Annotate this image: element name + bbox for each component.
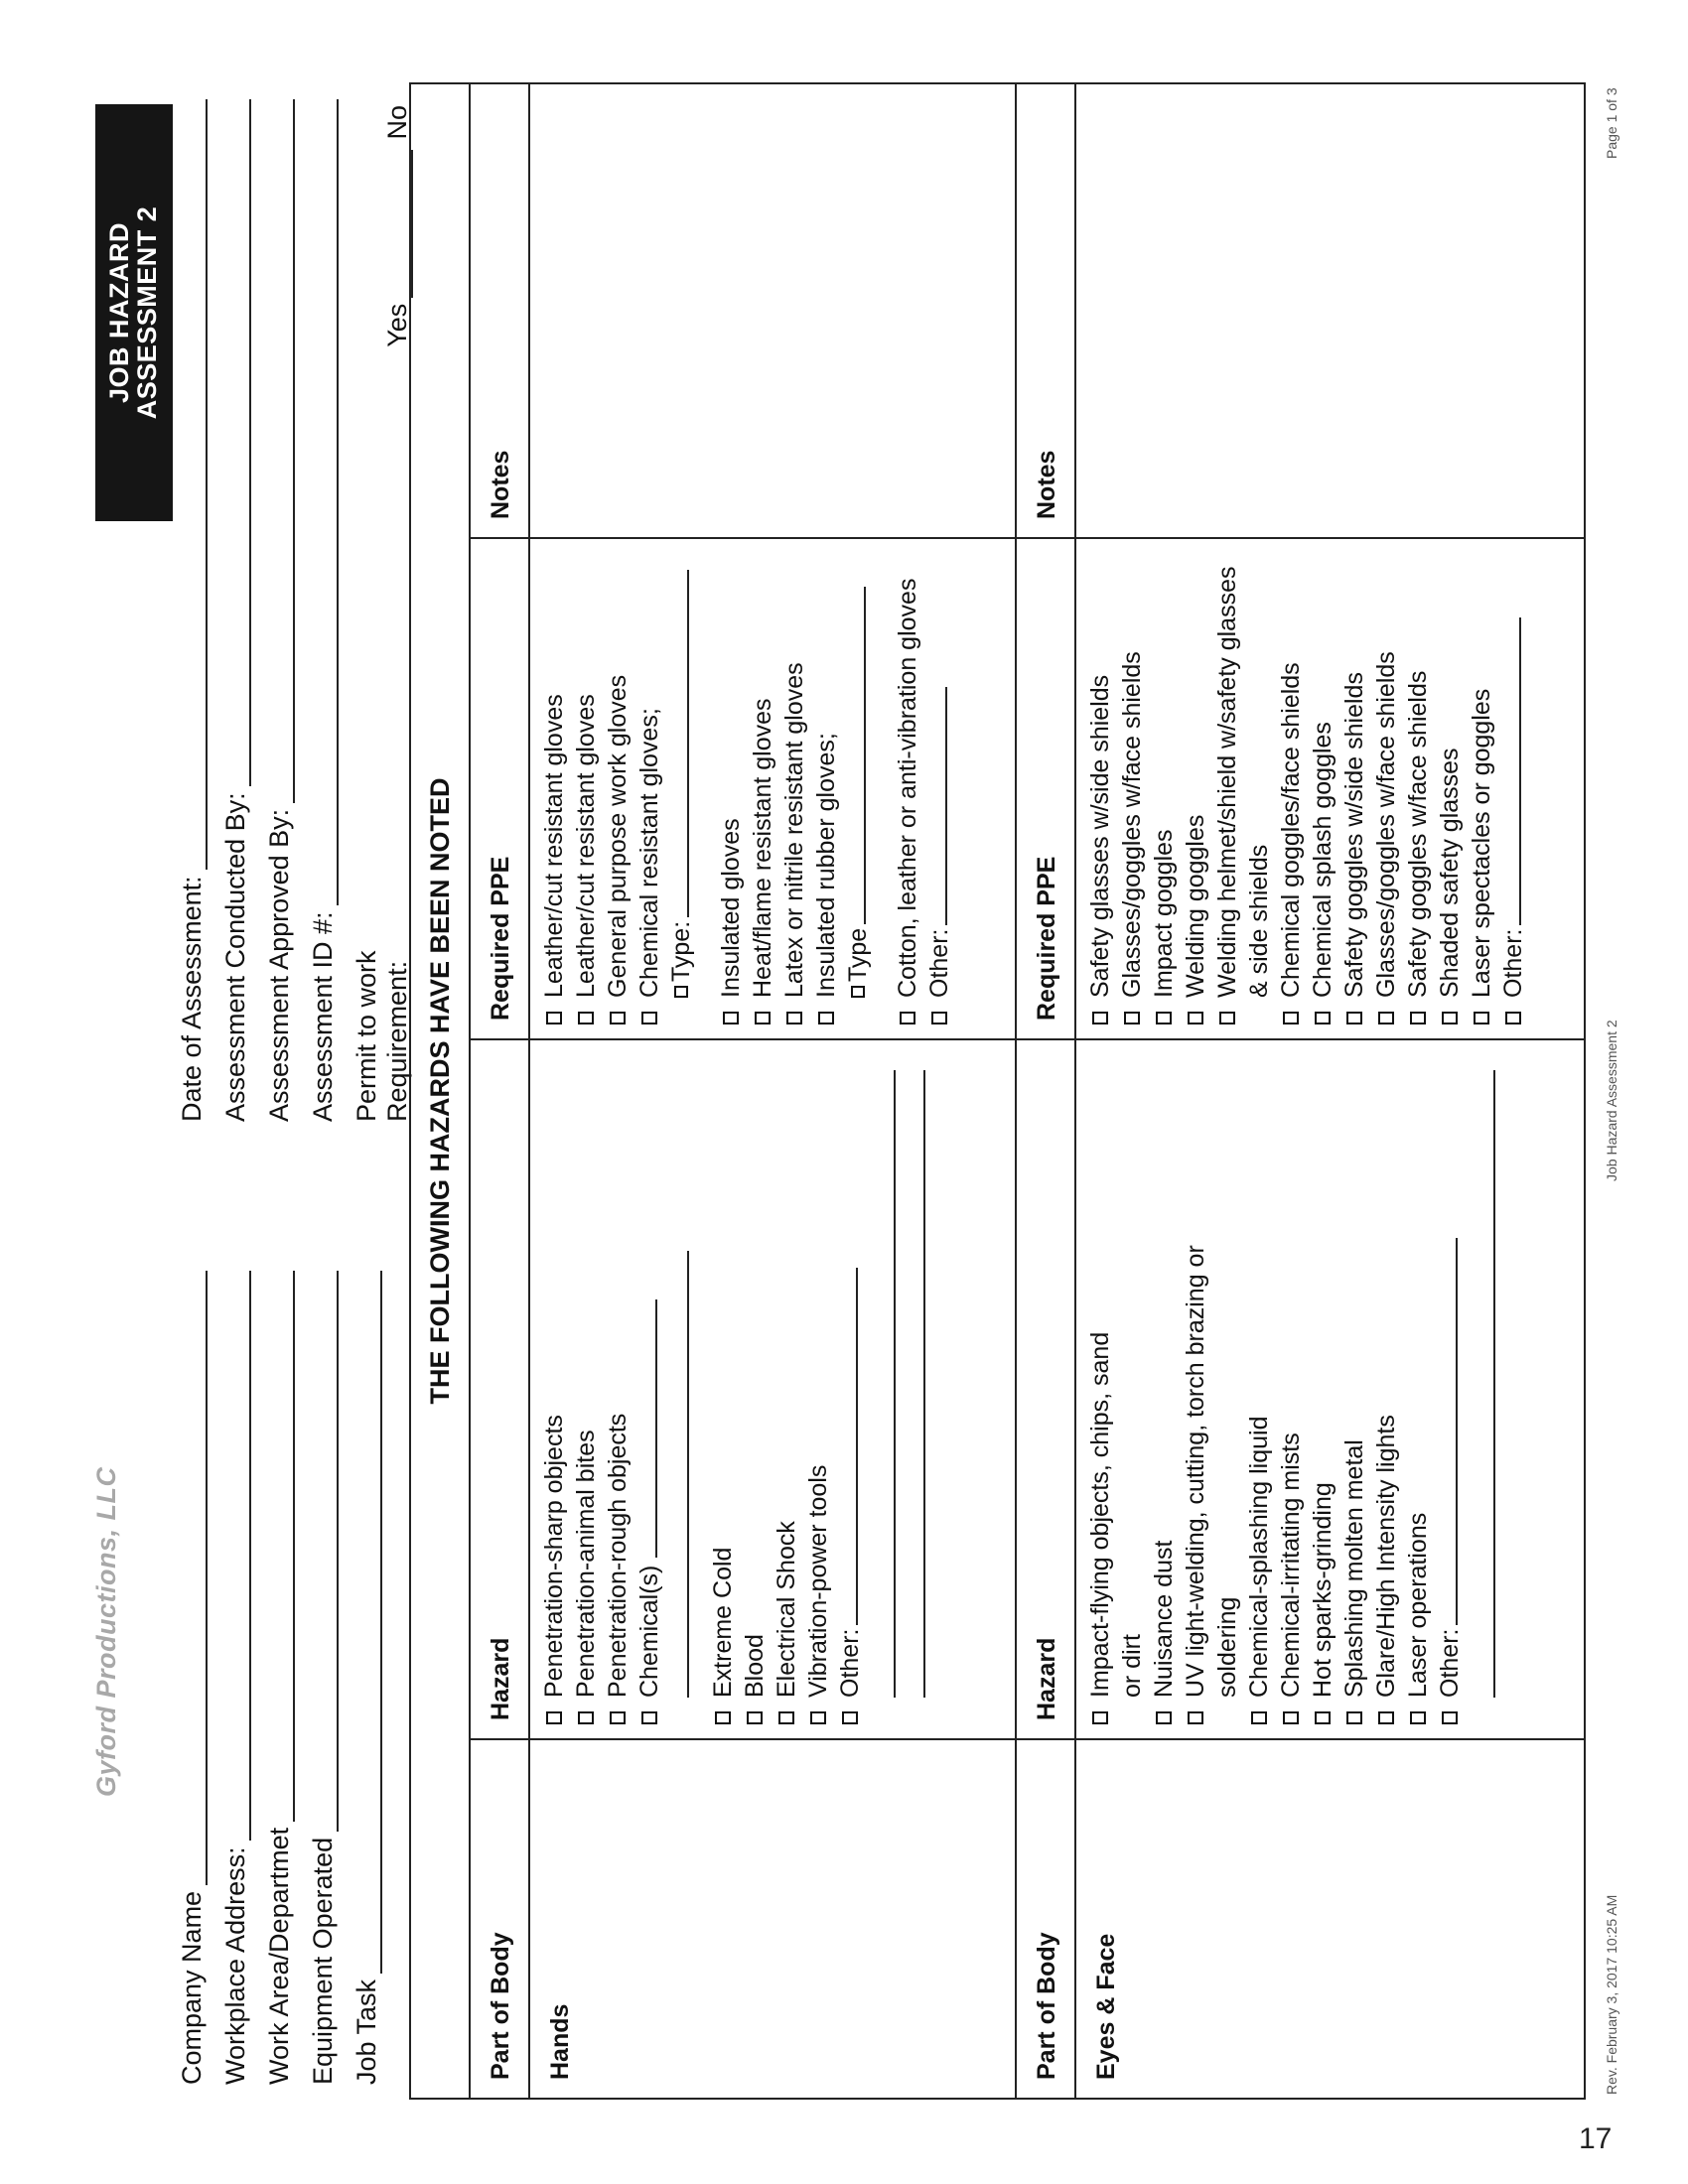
- eyes-blank-lines: [1466, 1040, 1495, 1738]
- list-item: Other:: [1434, 1040, 1466, 1724]
- checkbox[interactable]: [610, 1711, 626, 1724]
- checkbox[interactable]: [1092, 1012, 1108, 1024]
- footer-page: Page 1 of 3: [1604, 87, 1619, 159]
- required-ppe-header: Required PPE: [471, 539, 530, 1038]
- company-brand: Gyford Productions, LLC: [91, 1466, 121, 1797]
- eyes-hazard-list: [1076, 1040, 1466, 1738]
- list-item: Hot sparks-grinding: [1307, 1040, 1338, 1724]
- hands-hazard-col: [471, 1040, 1015, 1740]
- checkbox[interactable]: [1283, 1012, 1299, 1024]
- checkbox[interactable]: [641, 1012, 657, 1024]
- notes-header: Notes: [1017, 84, 1076, 537]
- footer-revision: Rev. February 3, 2017 10:25 AM: [1604, 1894, 1619, 2095]
- list-item: Cotton, leather or anti-vibration gloves: [892, 539, 923, 1024]
- list-item: Chemical splash goggles: [1307, 539, 1338, 1024]
- list-item: Chemical(s): [633, 1040, 665, 1724]
- list-item: Insulated gloves: [715, 539, 747, 1024]
- required-ppe-header: Required PPE: [1017, 539, 1076, 1038]
- equipment-operated-field[interactable]: [308, 1271, 339, 2085]
- other-fill-line[interactable]: [834, 1268, 858, 1625]
- other-fill-line[interactable]: [1434, 1238, 1458, 1625]
- work-area-field[interactable]: [264, 1271, 295, 2085]
- list-item: or dirt: [1118, 1634, 1146, 1698]
- type-fill-line-2[interactable]: [842, 587, 866, 924]
- page-number: 17: [1579, 2122, 1613, 2155]
- list-item: Chemical resistant gloves;: [633, 539, 665, 1024]
- eyes-ppe-list: [1076, 539, 1529, 1038]
- hazard-header: Hazard: [1017, 1040, 1076, 1738]
- other-fill-line[interactable]: [1497, 617, 1521, 925]
- conducted-by-label: Assessment Conducted By:: [220, 792, 250, 1122]
- workplace-address-label: Workplace Address:: [220, 1846, 250, 2085]
- checkbox[interactable]: [1442, 1711, 1458, 1724]
- list-item: Penetration-animal bites: [570, 1040, 602, 1724]
- job-task-line[interactable]: [360, 1271, 382, 1974]
- hands-notes-col[interactable]: [471, 84, 1015, 539]
- list-item: Impact-flying objects, chips, sand: [1084, 1040, 1116, 1724]
- company-name-label: Company Name: [177, 1890, 207, 2085]
- list-item: Type: [842, 539, 874, 1024]
- list-item: Extreme Cold: [707, 1040, 739, 1724]
- checkbox[interactable]: [1188, 1012, 1203, 1024]
- list-item: Chemical goggles/face shields: [1275, 539, 1307, 1024]
- list-item: soldering: [1213, 1596, 1241, 1698]
- list-item: Welding goggles: [1180, 539, 1211, 1024]
- list-item: Chemical-splashing liquid: [1243, 1040, 1275, 1724]
- checkbox[interactable]: [842, 1711, 858, 1724]
- part-of-body-header: Part of Body: [471, 1740, 530, 2098]
- list-item: UV light-welding, cutting, torch brazing or: [1180, 1040, 1211, 1724]
- checkbox[interactable]: [1410, 1012, 1426, 1024]
- job-task-field[interactable]: [352, 1271, 382, 2085]
- list-item: Electrical Shock: [771, 1040, 802, 1724]
- list-item: Nuisance dust: [1148, 1040, 1180, 1724]
- list-item: [665, 1040, 689, 1724]
- eyes-ppe-col: [1017, 539, 1584, 1040]
- approved-by-field[interactable]: [264, 99, 295, 1122]
- checkbox[interactable]: [1092, 1711, 1108, 1724]
- job-task-label: Job Task: [352, 1979, 381, 2085]
- permit-yes-label: Yes: [382, 303, 412, 347]
- checkbox[interactable]: [1474, 1012, 1489, 1024]
- eyes-notes-col[interactable]: [1017, 84, 1584, 539]
- date-of-assessment-label: Date of Assessment:: [177, 876, 207, 1122]
- checkbox[interactable]: [1315, 1012, 1331, 1024]
- list-item: Glasses/goggles w/face shields: [1116, 539, 1148, 1024]
- footer-title: Job Hazard Assessment 2: [1604, 1020, 1619, 1181]
- list-item: Penetration-rough objects: [602, 1040, 633, 1724]
- workplace-address-line[interactable]: [229, 1271, 251, 1841]
- list-item: Shaded safety glasses: [1434, 539, 1466, 1024]
- list-item: Laser spectacles or goggles: [1466, 539, 1497, 1024]
- checkbox[interactable]: [900, 1012, 915, 1024]
- checkbox[interactable]: [641, 1711, 657, 1724]
- work-area-line[interactable]: [273, 1271, 295, 1822]
- list-item: Other:: [834, 1040, 866, 1724]
- checkbox[interactable]: [1442, 1012, 1458, 1024]
- list-item: Glasses/goggles w/face shields: [1370, 539, 1402, 1024]
- list-item: Vibration-power tools: [802, 1040, 834, 1724]
- checkbox[interactable]: [1156, 1012, 1172, 1024]
- assessment-id-line[interactable]: [317, 99, 339, 905]
- checkbox[interactable]: [931, 1012, 947, 1024]
- part-hands: Hands: [546, 2003, 574, 2080]
- date-of-assessment-line[interactable]: [186, 99, 208, 870]
- company-name-field[interactable]: [177, 1271, 208, 2085]
- list-item: Other:: [1497, 539, 1529, 1024]
- hands-hazard-list: [530, 1040, 866, 1738]
- work-area-label: Work Area/Departmet: [264, 1827, 294, 2085]
- permit-requirement-field: [352, 99, 413, 1122]
- list-item: Leather/cut resistant gloves: [570, 539, 602, 1024]
- checkbox[interactable]: [1315, 1711, 1331, 1724]
- form-title-line1: JOB HAZARD: [104, 222, 134, 404]
- list-item: Insulated rubber gloves;: [810, 539, 842, 1024]
- checkbox[interactable]: [1346, 1012, 1362, 1024]
- hazard-header: Hazard: [471, 1040, 530, 1738]
- list-item: Safety glasses w/side shields: [1084, 539, 1116, 1024]
- checkbox[interactable]: [755, 1012, 771, 1024]
- checkbox[interactable]: [546, 1012, 562, 1024]
- chemical-fill-line-2[interactable]: [665, 1251, 689, 1698]
- checkbox[interactable]: [578, 1711, 594, 1724]
- part-of-body-header: Part of Body: [1017, 1740, 1076, 2098]
- checkbox[interactable]: [610, 1012, 626, 1024]
- permit-requirement-label: Permit to work Requirement:: [352, 950, 412, 1122]
- checkbox[interactable]: [1378, 1012, 1394, 1024]
- hands-part-col: [471, 1740, 1015, 2098]
- checkbox[interactable]: [1378, 1711, 1394, 1724]
- list-item: Type:: [665, 539, 697, 1024]
- list-item: & side shields: [1245, 844, 1273, 998]
- checkbox[interactable]: [1219, 1012, 1235, 1024]
- checkbox[interactable]: [715, 1711, 731, 1724]
- list-item: Chemical-irritating mists: [1275, 1040, 1307, 1724]
- checkbox[interactable]: [546, 1711, 562, 1724]
- eyes-hazard-col: [1017, 1040, 1584, 1740]
- checkbox[interactable]: [1410, 1711, 1426, 1724]
- approved-by-label: Assessment Approved By:: [264, 808, 294, 1122]
- conducted-by-line[interactable]: [229, 99, 251, 786]
- chemical-fill-line[interactable]: [633, 1299, 657, 1558]
- list-item: Leather/cut resistant gloves: [538, 539, 570, 1024]
- list-item: Penetration-sharp objects: [538, 1040, 570, 1724]
- checkbox[interactable]: [851, 986, 865, 998]
- form-title-box: [95, 104, 173, 521]
- list-item: General purpose work gloves: [602, 539, 633, 1024]
- equipment-operated-label: Equipment Operated: [308, 1837, 338, 2085]
- list-item: Laser operations: [1402, 1040, 1434, 1724]
- list-item: Safety goggles w/side shields: [1338, 539, 1370, 1024]
- list-item: Blood: [739, 1040, 771, 1724]
- hands-ppe-col: [471, 539, 1015, 1040]
- table-heading: THE FOLLOWING HAZARDS HAVE BEEN NOTED: [425, 777, 455, 1405]
- checkbox[interactable]: [1283, 1711, 1299, 1724]
- checkbox[interactable]: [747, 1711, 763, 1724]
- checkbox[interactable]: [723, 1012, 739, 1024]
- list-item: Heat/flame resistant gloves: [747, 539, 778, 1024]
- checkbox[interactable]: [674, 986, 688, 998]
- conducted-by-field[interactable]: [220, 99, 251, 1122]
- checkbox[interactable]: [786, 1012, 802, 1024]
- list-item: Glare/High Intensity lights: [1370, 1040, 1402, 1724]
- other-fill-line[interactable]: [923, 687, 947, 925]
- eyes-face-section: [1015, 84, 1584, 2098]
- part-eyes-face: Eyes & Face: [1092, 1933, 1120, 2080]
- blank-line[interactable]: [1466, 1070, 1495, 1698]
- hands-section: [469, 84, 1015, 2098]
- checkbox[interactable]: [1188, 1711, 1203, 1724]
- notes-header: Notes: [471, 84, 530, 537]
- checkbox[interactable]: [810, 1711, 826, 1724]
- list-item: Impact goggles: [1148, 539, 1180, 1024]
- checkbox[interactable]: [1346, 1711, 1362, 1724]
- checkbox[interactable]: [1156, 1711, 1172, 1724]
- blank-line[interactable]: [896, 1070, 925, 1698]
- hazard-table: [409, 82, 1586, 2100]
- workplace-address-field[interactable]: [220, 1271, 251, 2085]
- type-fill-line[interactable]: [665, 570, 689, 917]
- checkbox[interactable]: [1124, 1012, 1140, 1024]
- list-item: Splashing molten metal: [1338, 1040, 1370, 1724]
- checkbox[interactable]: [778, 1711, 794, 1724]
- list-item: Other:: [923, 539, 955, 1024]
- company-name-line[interactable]: [186, 1271, 208, 1885]
- blank-line[interactable]: [866, 1070, 896, 1698]
- checkbox[interactable]: [578, 1012, 594, 1024]
- hands-blank-lines: [866, 1040, 925, 1738]
- eyes-part-col: [1017, 1740, 1584, 2098]
- approved-by-line[interactable]: [273, 99, 295, 803]
- list-item: Latex or nitrile resistant gloves: [778, 539, 810, 1024]
- checkbox[interactable]: [1251, 1711, 1267, 1724]
- checkbox[interactable]: [818, 1012, 834, 1024]
- hands-ppe-list: [530, 539, 955, 1038]
- form-title-line2: ASSESSMENT 2: [132, 205, 162, 420]
- assessment-id-label: Assessment ID #:: [308, 911, 338, 1122]
- date-of-assessment-field[interactable]: [177, 99, 208, 1122]
- checkbox[interactable]: [1505, 1012, 1521, 1024]
- list-item: Safety goggles w/face shields: [1402, 539, 1434, 1024]
- list-item: Welding helmet/shield w/safety glasses: [1211, 539, 1243, 1024]
- equipment-operated-line[interactable]: [317, 1271, 339, 1832]
- assessment-id-field[interactable]: [308, 99, 339, 1122]
- permit-no-label: No: [382, 105, 412, 140]
